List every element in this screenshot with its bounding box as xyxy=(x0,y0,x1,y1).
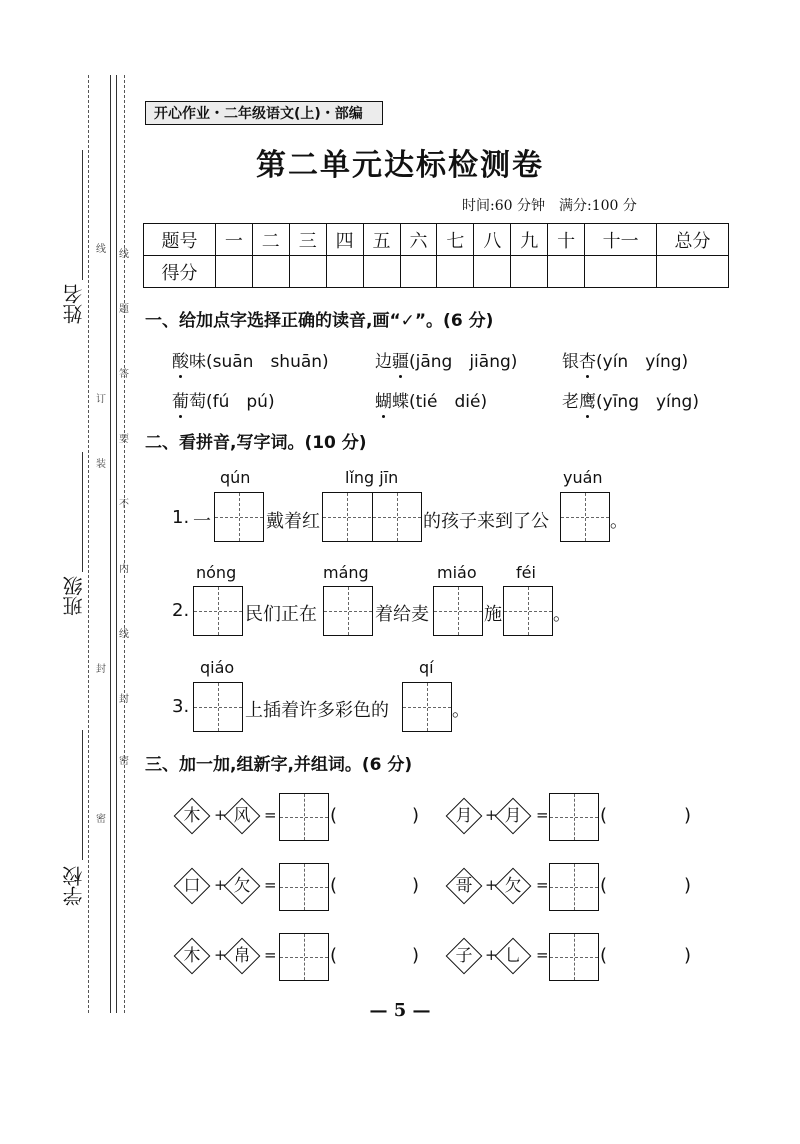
score-header-cell: 二 xyxy=(252,224,289,256)
sentence-text: 上插着许多彩色的 xyxy=(245,700,389,721)
plus-sign: + xyxy=(214,876,227,894)
score-header-cell: 总分 xyxy=(657,224,729,256)
score-cell[interactable] xyxy=(548,256,585,288)
sentence-text: 的孩子来到了公 xyxy=(423,511,549,532)
dotted-char: 疆 xyxy=(392,347,409,372)
score-cell[interactable] xyxy=(215,256,252,288)
plus-sign: + xyxy=(485,876,498,894)
score-cell[interactable] xyxy=(511,256,548,288)
pinyin-hint: qiáo xyxy=(200,658,235,677)
score-header-cell: 四 xyxy=(326,224,363,256)
seal-char: 封 xyxy=(119,694,129,705)
pinyin-hint: qí xyxy=(419,658,434,677)
score-cell[interactable] xyxy=(400,256,437,288)
seal-char: 密 xyxy=(96,814,106,825)
equals-sign: = xyxy=(536,876,549,894)
paren-close: ) xyxy=(684,805,692,826)
component-char: 子 xyxy=(446,938,482,974)
paren-close: ) xyxy=(684,875,692,896)
writing-box[interactable] xyxy=(560,492,610,542)
score-header-cell: 五 xyxy=(363,224,400,256)
dotted-char: 酸 xyxy=(172,347,189,372)
component-char: 帛 xyxy=(224,938,260,974)
pinyin-choice-item[interactable]: 酸味(suān shuān) xyxy=(172,347,329,372)
score-cell[interactable] xyxy=(437,256,474,288)
equals-sign: = xyxy=(264,946,277,964)
section1-heading: 一、给加点字选择正确的读音,画“✓”。(6 分) xyxy=(145,311,494,331)
dotted-char: 杏 xyxy=(579,347,596,372)
score-header-cell: 七 xyxy=(437,224,474,256)
writing-box[interactable] xyxy=(193,682,243,732)
time-score-info: 时间:60 分钟 满分:100 分 xyxy=(462,198,637,214)
writing-box[interactable] xyxy=(279,793,329,841)
component-char: 哥 xyxy=(446,868,482,904)
pinyin-choice-item[interactable]: 葡萄(fú pú) xyxy=(172,387,275,412)
sentence-text: 民们正在 xyxy=(245,604,317,625)
pinyin-hint: máng xyxy=(323,563,369,582)
seal-char: 线 xyxy=(96,244,106,255)
paren-close: ) xyxy=(412,875,420,896)
seal-char: 内 xyxy=(119,564,129,575)
writing-box[interactable] xyxy=(549,863,599,911)
sentence-text: 一 xyxy=(193,511,211,532)
paren-close: ) xyxy=(412,945,420,966)
component-char: 月 xyxy=(495,798,531,834)
score-header-cell: 三 xyxy=(289,224,326,256)
question-number: 3. xyxy=(172,696,190,717)
binding-dashed-line-inner xyxy=(124,75,125,1013)
sentence-text: 施 xyxy=(484,604,502,625)
pinyin-hint: lǐng jīn xyxy=(345,468,399,487)
score-value-row xyxy=(144,256,729,288)
component-char: 乚 xyxy=(495,938,531,974)
score-header-cell: 一 xyxy=(215,224,252,256)
writing-box[interactable] xyxy=(503,586,553,636)
score-header-cell: 八 xyxy=(474,224,511,256)
writing-box[interactable] xyxy=(402,682,452,732)
binding-dashed-line-outer xyxy=(88,75,89,1013)
paren-close: ) xyxy=(412,805,420,826)
series-banner: 开心作业・二年级语文(上)・部编 xyxy=(145,101,383,125)
paren-open: ( xyxy=(330,875,338,896)
component-char: 欠 xyxy=(495,868,531,904)
sentence-text: 着给麦 xyxy=(375,604,429,625)
seal-char: 线 xyxy=(119,249,129,260)
equals-sign: = xyxy=(536,946,549,964)
sentence-text: 。 xyxy=(452,700,470,721)
seal-char: 答 xyxy=(119,369,129,380)
pinyin-choice-item[interactable]: 蝴蝶(tié dié) xyxy=(375,387,487,412)
sentence-text: 戴着红 xyxy=(266,511,320,532)
pinyin-options: (tié dié) xyxy=(409,392,488,412)
component-char: 风 xyxy=(224,798,260,834)
score-header-row xyxy=(144,224,729,256)
binding-line-1 xyxy=(110,75,111,1013)
pinyin-hint: yuán xyxy=(563,468,603,487)
component-char: 月 xyxy=(446,798,482,834)
pinyin-options: (suān shuān) xyxy=(206,352,329,372)
writing-box[interactable] xyxy=(279,933,329,981)
seal-char: 密 xyxy=(119,756,129,767)
class-label: 班级 xyxy=(62,576,86,616)
component-char: 木 xyxy=(174,798,210,834)
pinyin-hint: miáo xyxy=(437,563,477,582)
score-cell[interactable] xyxy=(289,256,326,288)
plus-sign: + xyxy=(214,806,227,824)
section3-heading: 三、加一加,组新字,并组词。(6 分) xyxy=(145,755,413,775)
writing-box[interactable] xyxy=(433,586,483,636)
pinyin-options: (jāng jiāng) xyxy=(409,352,518,372)
component-char: 口 xyxy=(174,868,210,904)
writing-box[interactable] xyxy=(214,492,264,542)
paren-open: ( xyxy=(600,945,608,966)
pinyin-choice-item[interactable]: 银杏(yín yíng) xyxy=(562,347,688,372)
writing-box[interactable] xyxy=(549,933,599,981)
writing-box-double[interactable] xyxy=(322,492,422,542)
score-cell[interactable] xyxy=(326,256,363,288)
pinyin-hint: féi xyxy=(516,563,536,582)
score-cell[interactable] xyxy=(585,256,657,288)
page-number: — 5 — xyxy=(369,1000,431,1021)
binding-line-2 xyxy=(116,75,117,1013)
paren-close: ) xyxy=(684,945,692,966)
paren-open: ( xyxy=(330,805,338,826)
score-header-cell: 十 xyxy=(548,224,585,256)
score-header-cell: 题号 xyxy=(144,224,216,256)
question-number: 1. xyxy=(172,507,190,528)
seal-char: 线 xyxy=(119,629,129,640)
pinyin-options: (fú pú) xyxy=(206,392,275,412)
page-title: 第二单元达标检测卷 xyxy=(256,148,544,183)
equals-sign: = xyxy=(264,876,277,894)
component-char: 欠 xyxy=(224,868,260,904)
score-table xyxy=(143,223,729,288)
pinyin-hint: nóng xyxy=(196,563,237,582)
question-number: 2. xyxy=(172,600,190,621)
dotted-char: 葡 xyxy=(172,387,189,412)
sentence-text: 。 xyxy=(553,604,571,625)
score-header-cell: 六 xyxy=(400,224,437,256)
seal-char: 装 xyxy=(96,459,106,470)
score-cell[interactable] xyxy=(252,256,289,288)
school-blank xyxy=(82,730,83,860)
equals-sign: = xyxy=(536,806,549,824)
name-label: 姓名 xyxy=(62,284,86,324)
section2-heading: 二、看拼音,写字词。(10 分) xyxy=(145,433,367,453)
equals-sign: = xyxy=(264,806,277,824)
score-header-cell: 九 xyxy=(511,224,548,256)
score-row-label: 得分 xyxy=(144,256,216,288)
component-char: 木 xyxy=(174,938,210,974)
plus-sign: + xyxy=(214,946,227,964)
score-header-cell: 十一 xyxy=(585,224,657,256)
seal-char: 不 xyxy=(119,499,129,510)
sentence-text: 。 xyxy=(610,511,628,532)
paren-open: ( xyxy=(600,875,608,896)
paren-open: ( xyxy=(330,945,338,966)
score-cell[interactable] xyxy=(474,256,511,288)
plus-sign: + xyxy=(485,806,498,824)
seal-char: 要 xyxy=(119,434,129,445)
plus-sign: + xyxy=(485,946,498,964)
seal-char: 题 xyxy=(119,304,129,315)
seal-char: 封 xyxy=(96,664,106,675)
score-cell[interactable] xyxy=(657,256,729,288)
writing-box[interactable] xyxy=(323,586,373,636)
score-cell[interactable] xyxy=(363,256,400,288)
writing-box[interactable] xyxy=(549,793,599,841)
dotted-char: 蝴 xyxy=(375,387,392,412)
pinyin-choice-item[interactable]: 老鹰(yīng yíng) xyxy=(562,387,699,412)
writing-box[interactable] xyxy=(193,586,243,636)
pinyin-options: (yīng yíng) xyxy=(596,392,699,412)
pinyin-hint: qún xyxy=(220,468,251,487)
dotted-char: 鹰 xyxy=(579,387,596,412)
writing-box[interactable] xyxy=(279,863,329,911)
pinyin-options: (yín yíng) xyxy=(596,352,689,372)
paren-open: ( xyxy=(600,805,608,826)
seal-char: 订 xyxy=(96,394,106,405)
pinyin-choice-item[interactable]: 边疆(jāng jiāng) xyxy=(375,347,517,372)
class-blank xyxy=(82,452,83,572)
school-label: 学校 xyxy=(62,866,86,906)
